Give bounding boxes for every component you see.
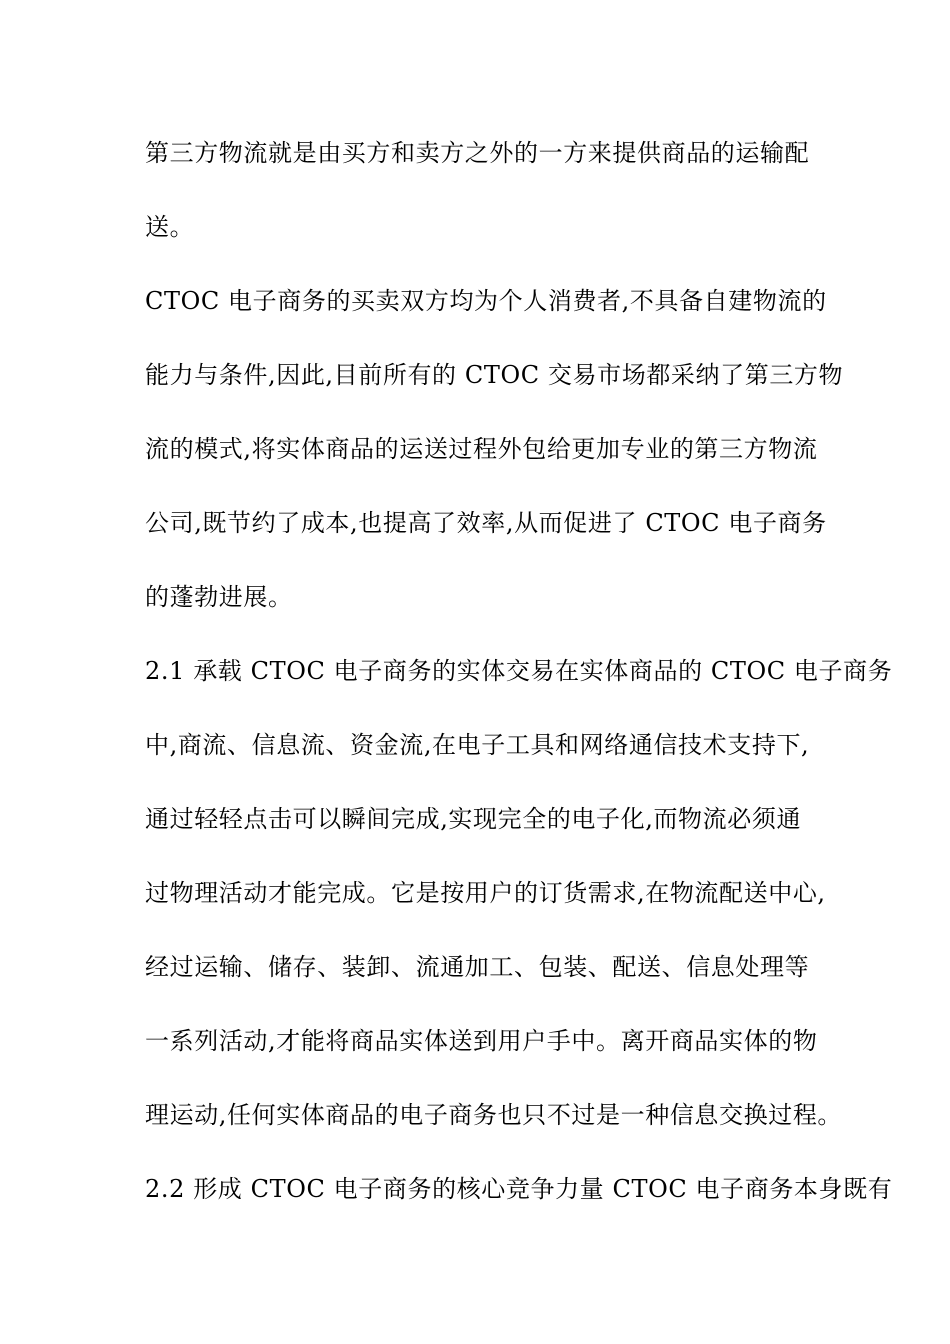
text-line: 送。 [145,213,195,241]
text-line: 过物理活动才能完成。它是按用户的订货需求,在物流配送中心, [145,879,826,907]
text-line: 一系列活动,才能将商品实体送到用户手中。离开商品实体的物 [145,1027,818,1055]
text-line: 经过运输、储存、装卸、流通加工、包装、配送、信息处理等 [145,953,810,981]
text-line: 流的模式,将实体商品的运送过程外包给更加专业的第三方物流 [145,435,818,463]
text-line: CTOC 电子商务的买卖双方均为个人消费者,不具备自建物流的 [145,287,827,315]
text-line: 中,商流、信息流、资金流,在电子工具和网络通信技术支持下, [145,731,810,759]
text-line: 能力与条件,因此,目前所有的 CTOC 交易市场都采纳了第三方物 [145,361,844,389]
text-line: 第三方物流就是由买方和卖方之外的一方来提供商品的运输配 [145,139,810,167]
text-line: 公司,既节约了成本,也提高了效率,从而促进了 CTOC 电子商务 [145,509,827,537]
text-line: 理运动,任何实体商品的电子商务也只不过是一种信息交换过程。 [145,1101,843,1129]
text-line: 通过轻轻点击可以瞬间完成,实现完全的电子化,而物流必须通 [145,805,802,833]
section-heading-line: 2.1 承载 CTOC 电子商务的实体交易在实体商品的 CTOC 电子商务 [145,657,893,685]
section-heading-line: 2.2 形成 CTOC 电子商务的核心竞争力量 CTOC 电子商务本身既有 [145,1175,893,1203]
text-line: 的蓬勃进展。 [145,583,293,611]
